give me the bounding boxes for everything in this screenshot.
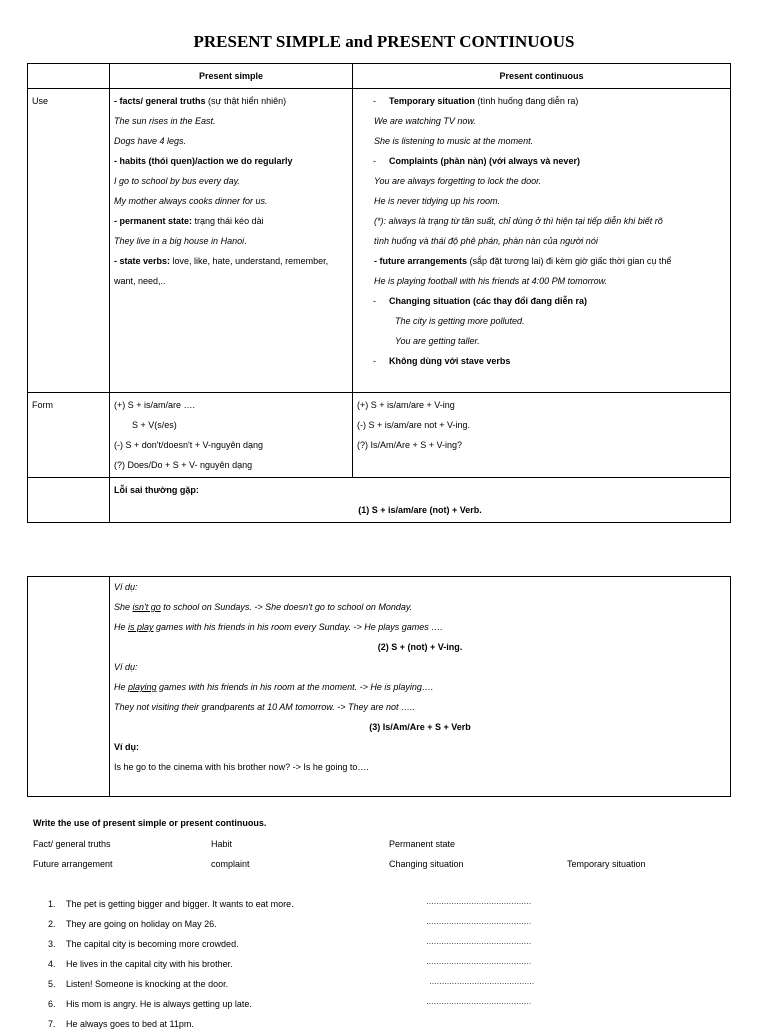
example: The city is getting more polluted. xyxy=(395,316,525,326)
example: They not visiting their grandparents at 10 AM tomorrow. -> They are not ….. xyxy=(114,702,416,712)
list-item xyxy=(48,976,548,996)
continuous-use-cell xyxy=(353,89,731,393)
list-item xyxy=(48,936,548,956)
bullet-dash: - xyxy=(373,96,376,106)
form-row xyxy=(28,393,731,478)
form-positive: (+) S + is/am/are + V-ing xyxy=(357,400,455,410)
note: tình huống và thái độ phê phán, phàn nàn của người nói xyxy=(374,236,598,246)
example: to school on Sundays. -> She doesn't go to school on Monday. xyxy=(160,602,413,612)
item-number: 5. xyxy=(48,979,56,989)
errors-empty-cell xyxy=(28,577,110,797)
grammar-table xyxy=(27,63,731,523)
error-rule-3: (3) Is/Am/Are + S + Verb xyxy=(369,722,471,732)
option-temporary-situation: Temporary situation xyxy=(567,859,646,869)
example: You are getting taller. xyxy=(395,336,480,346)
cont-use-changing: Changing situation (các thay đổi đang diễn ra) xyxy=(389,296,588,306)
state-verbs-list-cont: want, need,.. xyxy=(114,276,166,286)
item-text: He always goes to bed at 11pm. xyxy=(66,1019,194,1029)
item-text: The capital city is becoming more crowded. xyxy=(66,939,239,949)
option-changing-situation: Changing situation xyxy=(389,859,464,869)
exercise-title: Write the use of present simple or present continuous. xyxy=(33,818,267,828)
option-complaint: complaint xyxy=(211,859,250,869)
form-positive-2: S + V(s/es) xyxy=(132,420,177,430)
example: He is never tidying up his room. xyxy=(374,196,501,206)
continuous-form-cell xyxy=(353,393,731,478)
option-habit: Habit xyxy=(211,839,233,849)
errors-examples-row xyxy=(28,577,731,797)
example: My mother always cooks dinner for us. xyxy=(114,196,268,206)
form-question: (?) Is/Am/Are + S + V-ing? xyxy=(357,440,463,450)
example-label: Ví dụ: xyxy=(114,742,139,752)
item-text: He lives in the capital city with his brother. xyxy=(66,959,233,969)
option-permanent-state: Permanent state xyxy=(389,839,456,849)
use-label: Use xyxy=(28,89,110,393)
item-text: The pet is getting bigger and bigger. It wants to eat more. xyxy=(66,899,294,909)
list-item xyxy=(48,956,548,976)
list-item xyxy=(48,996,548,1016)
example: She is listening to music at the moment. xyxy=(374,136,534,146)
errors-examples-cell xyxy=(110,577,731,797)
option-future-arrangement: Future arrangement xyxy=(33,859,113,869)
example: The sun rises in the East. xyxy=(114,116,216,126)
example: games with his friends in his room every Sunday. -> He plays games …. xyxy=(153,622,443,632)
error-highlight: playing xyxy=(128,682,157,692)
cont-use-complaints: Complaints (phàn nàn) (với always và never) xyxy=(389,156,580,166)
example: I go to school by bus every day. xyxy=(114,176,240,186)
form-positive: (+) S + is/am/are …. xyxy=(114,400,196,410)
errors-label: Lỗi sai thường gặp: xyxy=(114,485,199,495)
example: You are always forgetting to lock the door. xyxy=(374,176,542,186)
list-item xyxy=(48,916,548,936)
header-empty xyxy=(28,64,110,89)
simple-use-cell xyxy=(110,89,353,393)
example-label: Ví dụ: xyxy=(114,582,138,592)
answer-blank[interactable]: …………………………………… xyxy=(426,997,531,1006)
example-label: Ví dụ: xyxy=(114,662,138,672)
simple-use-habits: - habits (thói quen)/action we do regularly xyxy=(114,156,293,166)
errors-table xyxy=(27,576,731,797)
bullet-dash: - xyxy=(373,356,376,366)
simple-use-facts-vi: (sự thật hiển nhiên) xyxy=(205,96,287,106)
list-item xyxy=(48,896,548,916)
list-item xyxy=(48,1016,548,1036)
answer-blank[interactable]: …………………………………… xyxy=(429,977,534,986)
simple-use-permanent: - permanent state: xyxy=(114,216,193,226)
example: Dogs have 4 legs. xyxy=(114,136,187,146)
state-verbs-list: love, like, hate, understand, remember, xyxy=(170,256,329,266)
answer-blank[interactable]: …………………………………… xyxy=(426,917,531,926)
item-number: 1. xyxy=(48,899,56,909)
item-text: Listen! Someone is knocking at the door. xyxy=(66,979,229,989)
use-row xyxy=(28,89,731,393)
error-rule-1: (1) S + is/am/are (not) + Verb. xyxy=(358,505,482,515)
answer-blank[interactable]: …………………………………… xyxy=(426,897,531,906)
item-number: 3. xyxy=(48,939,56,949)
item-number: 4. xyxy=(48,959,56,969)
simple-use-permanent-vi: trạng thái kéo dài xyxy=(192,216,264,226)
item-text: They are going on holiday on May 26. xyxy=(66,919,217,929)
answer-blank[interactable]: …………………………………… xyxy=(426,937,531,946)
error-highlight: isn't go xyxy=(132,602,161,612)
example: We are watching TV now. xyxy=(374,116,476,126)
simple-use-facts: - facts/ general truths xyxy=(114,96,206,106)
item-number: 2. xyxy=(48,919,56,929)
cont-use-no-stative: Không dùng với stave verbs xyxy=(389,356,511,366)
error-highlight: is play xyxy=(128,622,154,632)
example: She xyxy=(114,602,133,612)
example: They live in a big house in Hanoi xyxy=(114,236,245,246)
bullet-dash: - xyxy=(373,296,376,306)
table-header-row xyxy=(28,64,731,89)
errors-row xyxy=(28,478,731,523)
cont-use-temporary-vi: (tình huống đang diễn ra) xyxy=(474,96,579,106)
example: He xyxy=(114,682,129,692)
option-fact: Fact/ general truths xyxy=(33,839,111,849)
form-negative: (-) S + is/am/are not + V-ing. xyxy=(357,420,471,430)
item-number: 6. xyxy=(48,999,56,1009)
form-question: (?) Does/Do + S + V- nguyên dạng xyxy=(114,460,253,470)
example: He is playing football with his friends at 4:00 PM tomorrow. xyxy=(374,276,608,286)
page-title: PRESENT SIMPLE and PRESENT CONTINUOUS xyxy=(193,32,575,51)
example: games with his friends in his room at the moment. -> He is playing…. xyxy=(156,682,434,692)
bullet-dash: - xyxy=(373,156,376,166)
example-period: . xyxy=(244,236,247,246)
cont-use-future-rest: (sắp đặt tương lai) đi kèm giờ giấc thời gian cụ thể xyxy=(467,256,672,266)
header-present-continuous: Present continuous xyxy=(353,64,731,89)
note: (*): always là trạng từ tần suất, chỉ dùng ở thì hiện tại tiếp diễn khi biết rõ xyxy=(374,216,663,226)
header-present-simple: Present simple xyxy=(110,64,353,89)
simple-form-cell xyxy=(110,393,353,478)
answer-blank[interactable]: …………………………………… xyxy=(426,957,531,966)
cont-use-temporary: Temporary situation xyxy=(389,96,475,106)
item-number: 7. xyxy=(48,1019,56,1029)
exercise-list xyxy=(48,896,548,1036)
example: He xyxy=(114,622,129,632)
errors-empty-cell xyxy=(28,478,110,523)
form-negative: (-) S + don't/doesn't + V-nguyên dạng xyxy=(114,440,264,450)
example: Is he go to the cinema with his brother now? -> Is he going to…. xyxy=(114,762,369,772)
item-text: His mom is angry. He is always getting up late. xyxy=(66,999,252,1009)
error-rule-2: (2) S + (not) + V-ing. xyxy=(377,642,463,652)
errors-cell xyxy=(110,478,731,523)
simple-use-state-verbs: - state verbs: xyxy=(114,256,171,266)
cont-use-future: - future arrangements xyxy=(374,256,468,266)
form-label: Form xyxy=(28,393,110,478)
